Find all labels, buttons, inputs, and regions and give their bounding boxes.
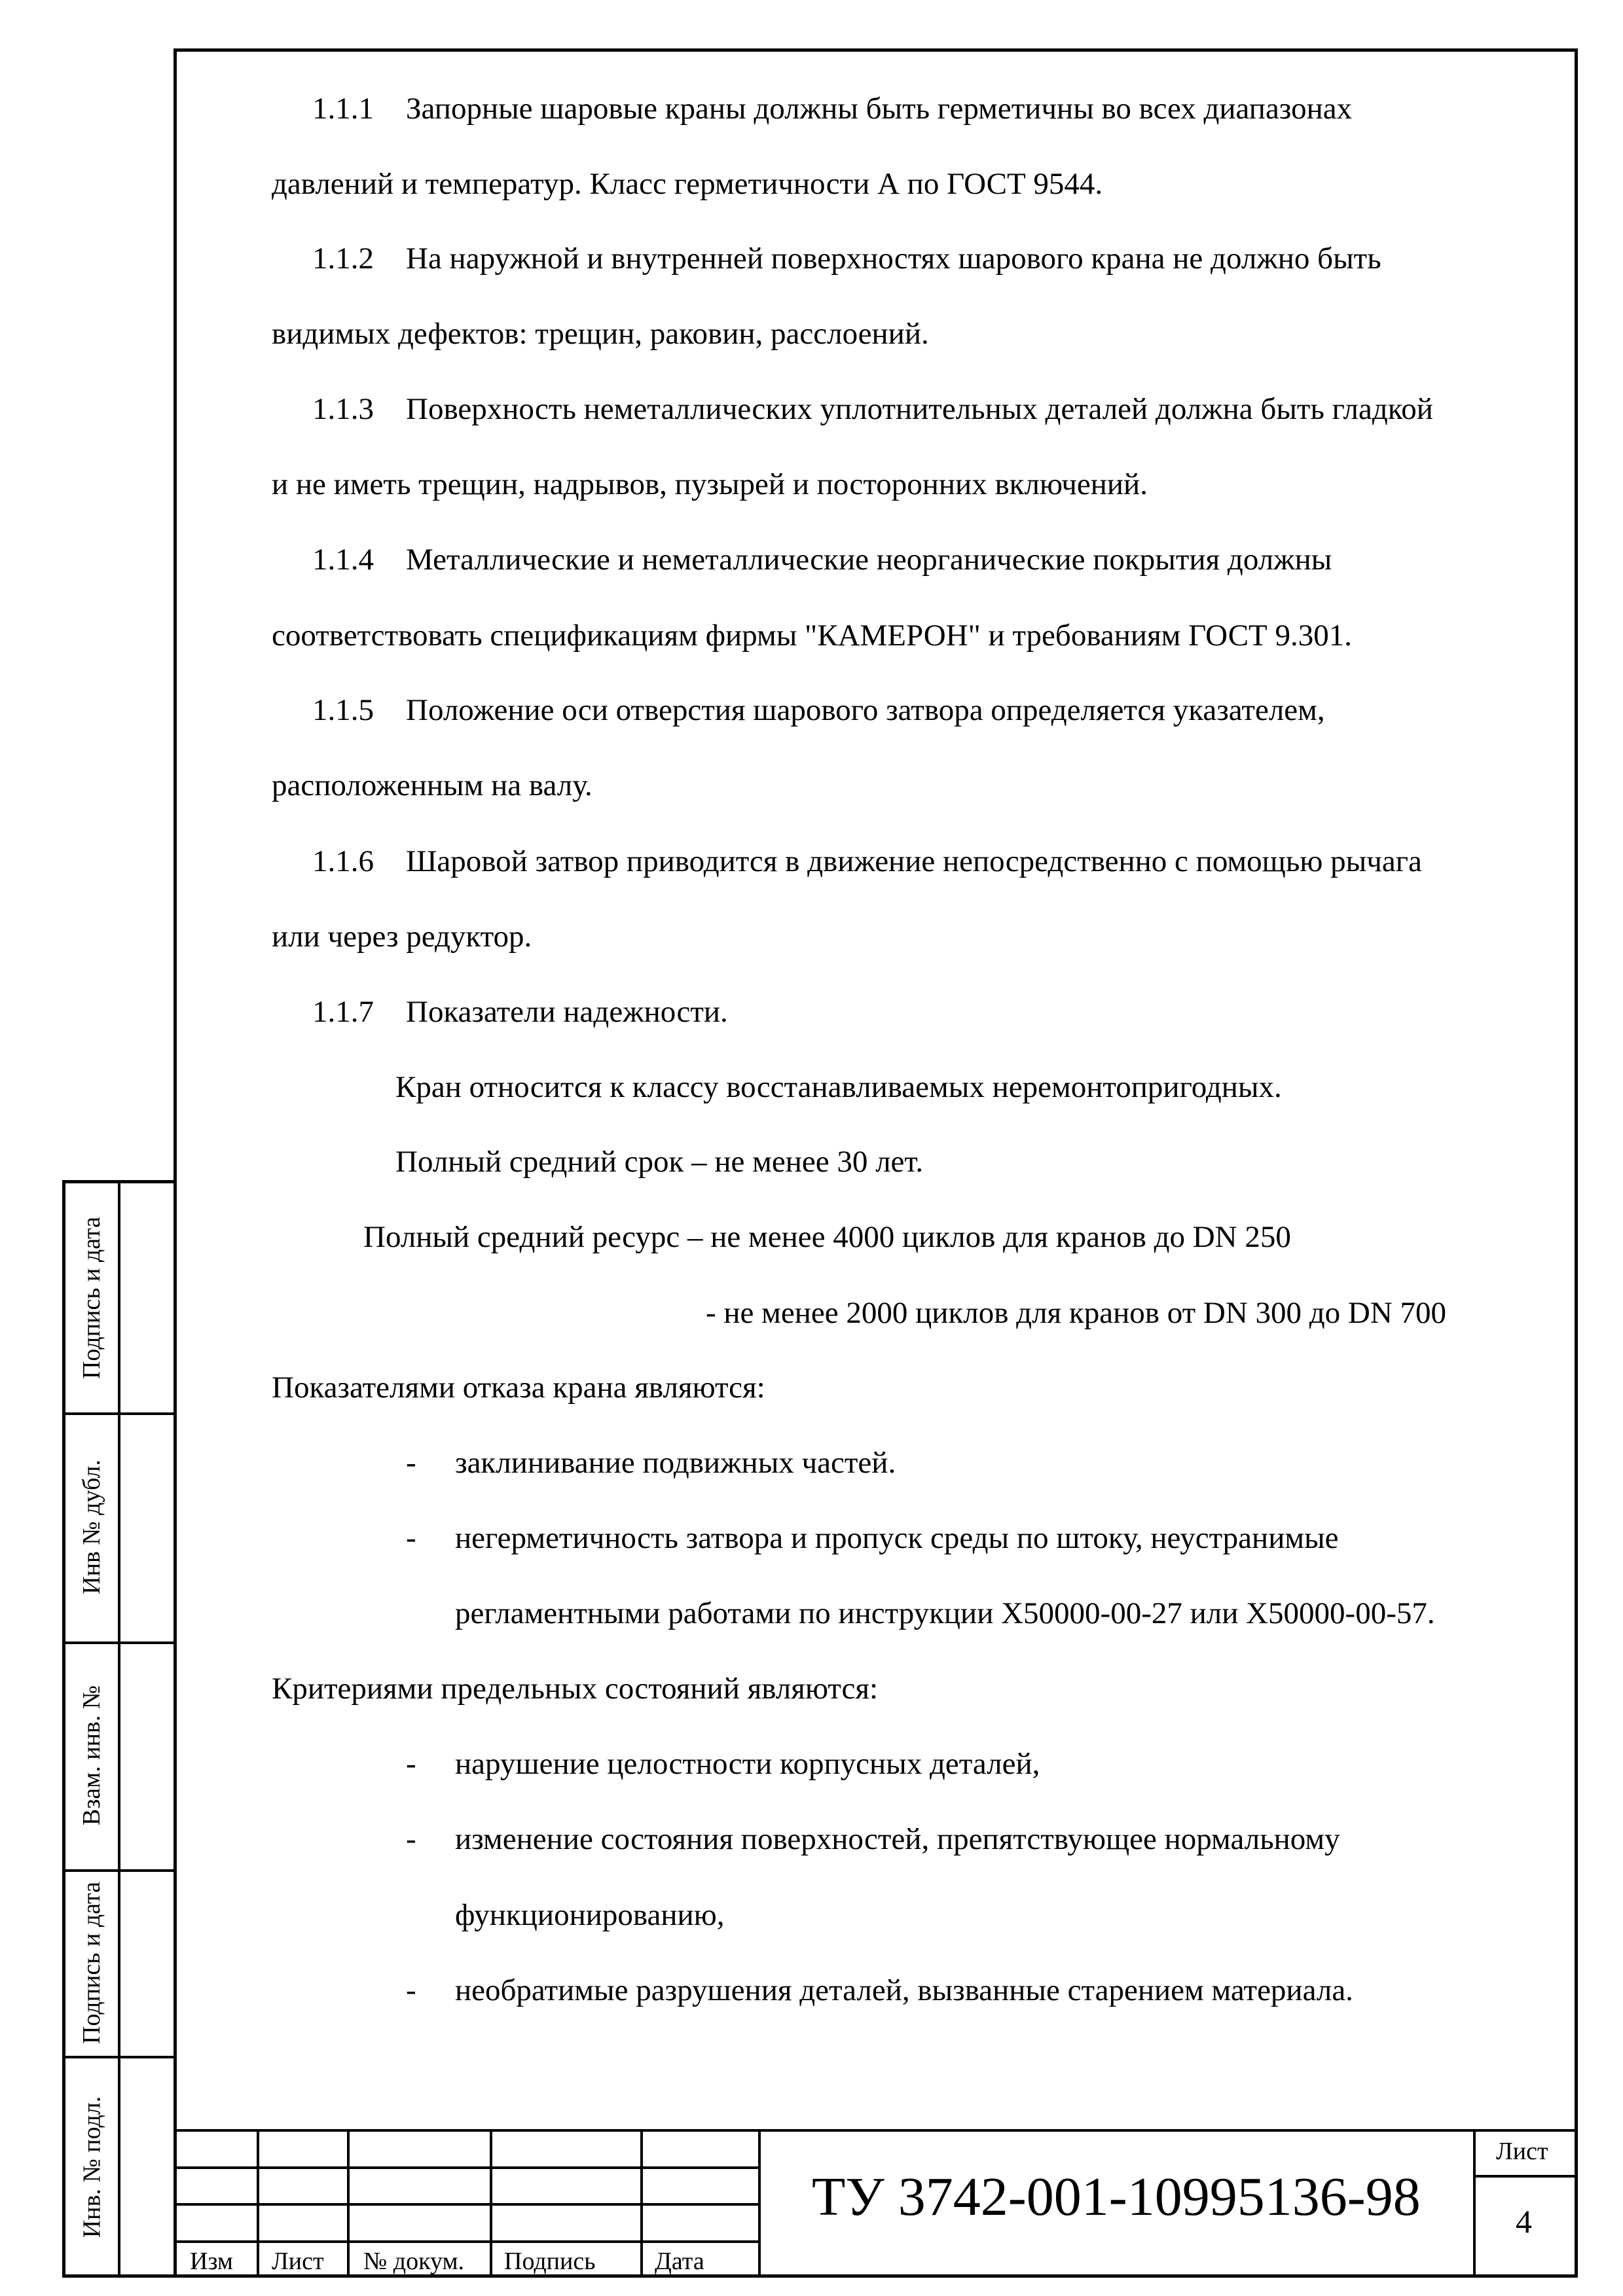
title-block <box>173 2129 1578 2278</box>
limit-item: изменение состояния поверхностей, препятствующее нормальному <box>455 1822 1340 1856</box>
side-divider <box>118 1183 120 2274</box>
list-dash: - <box>406 1822 416 1856</box>
list-dash: - <box>406 1973 416 2007</box>
limits-heading: Критериями предельных состояний являются: <box>272 1672 879 1706</box>
limit-item: необратимые разрушения деталей, вызванные старением материала. <box>455 1973 1353 2007</box>
side-cell-signature-date-2: Подпись и дата <box>78 1881 106 2044</box>
col-signature: Подпись <box>504 2248 596 2275</box>
side-stamp-strip <box>62 1180 177 2278</box>
title-block-line <box>1473 2129 1476 2278</box>
reliability-class: Кран относится к классу восстанавливаемых неремонтопригодных. <box>395 1070 1282 1104</box>
col-izm: Изм <box>190 2248 233 2275</box>
failure-item-cont: регламентными работами по инструкции Х50000-00-27 или Х50000-00-57. <box>455 1596 1435 1630</box>
clause-number: 1.1.6 <box>312 844 374 878</box>
list-dash: - <box>406 1446 416 1480</box>
title-block-line <box>1473 2175 1578 2178</box>
col-list: Лист <box>272 2248 324 2275</box>
title-block-line <box>640 2129 643 2278</box>
clause-number: 1.1.4 <box>312 543 374 577</box>
sheet-number: 4 <box>1516 2203 1532 2240</box>
limit-item-cont: функционированию, <box>455 1898 725 1932</box>
col-date: Дата <box>655 2248 704 2275</box>
title-block-line <box>490 2129 492 2278</box>
sheet-label: Лист <box>1496 2138 1548 2165</box>
failures-heading: Показателями отказа крана являются: <box>272 1371 765 1405</box>
reliability-life: Полный средний срок – не менее 30 лет. <box>395 1145 924 1179</box>
clause-number: 1.1.3 <box>312 392 374 426</box>
clause-text: Шаровой затвор приводится в движение непосредственно с помощью рычага <box>406 844 1422 878</box>
side-cell-signature-date: Подпись и дата <box>78 1216 106 1380</box>
reliability-resource: Полный средний ресурс – не менее 4000 циклов для кранов до DN 250 <box>363 1220 1291 1254</box>
document-code: ТУ 3742-001-10995136-98 <box>812 2166 1421 2227</box>
title-block-line <box>347 2129 350 2278</box>
reliability-resource-2: - не менее 2000 циклов для кранов от DN 300 до DN 700 <box>706 1296 1447 1330</box>
clause-number: 1.1.7 <box>312 995 374 1029</box>
clause-text: Запорные шаровые краны должны быть герметичны во всех диапазонах <box>406 92 1353 126</box>
title-block-line <box>758 2129 761 2278</box>
clause-text-cont: и не иметь трещин, надрывов, пузырей и посторонних включений. <box>272 467 1148 501</box>
title-block-line <box>173 2166 758 2169</box>
col-doc-num: № докум. <box>363 2248 465 2275</box>
clause-text: Металлические и неметаллические неорганические покрытия должны <box>406 543 1332 577</box>
clause-text: Поверхность неметаллических уплотнительных деталей должна быть гладкой <box>406 392 1433 426</box>
clause-text-cont: давлений и температур. Класс герметичности А по ГОСТ 9544. <box>272 167 1103 201</box>
list-dash: - <box>406 1521 416 1555</box>
title-block-line <box>173 2129 1578 2132</box>
clause-number: 1.1.5 <box>312 693 374 727</box>
clause-text-cont: видимых дефектов: трещин, раковин, расслоений. <box>272 317 929 351</box>
title-block-line <box>173 2240 758 2243</box>
clause-number: 1.1.2 <box>312 242 374 276</box>
clause-text: Положение оси отверстия шарового затвора определяется указателем, <box>406 693 1325 727</box>
clause-text: Показатели надежности. <box>406 995 728 1029</box>
side-cell-inv-dubl: Инв № дубл. <box>78 1460 106 1594</box>
title-block-line <box>257 2129 259 2278</box>
title-block-line <box>173 2203 758 2206</box>
clause-text-cont: или через редуктор. <box>272 920 532 954</box>
clause-number: 1.1.1 <box>312 92 374 126</box>
clause-text-cont: расположенным на валу. <box>272 768 593 802</box>
clause-text-cont: соответствовать спецификациям фирмы "КАМЕРОН" и требованиям ГОСТ 9.301. <box>272 619 1353 653</box>
list-dash: - <box>406 1747 416 1781</box>
failure-item: негерметичность затвора и пропуск среды по штоку, неустранимые <box>455 1521 1339 1555</box>
side-cell-vzam-inv: Взам. инв. № <box>78 1685 106 1826</box>
failure-item: заклинивание подвижных частей. <box>455 1446 896 1480</box>
limit-item: нарушение целостности корпусных деталей, <box>455 1747 1040 1781</box>
clause-text: На наружной и внутренней поверхностях шарового крана не должно быть <box>406 242 1381 276</box>
side-cell-inv-podl: Инв. № подл. <box>78 2096 106 2238</box>
